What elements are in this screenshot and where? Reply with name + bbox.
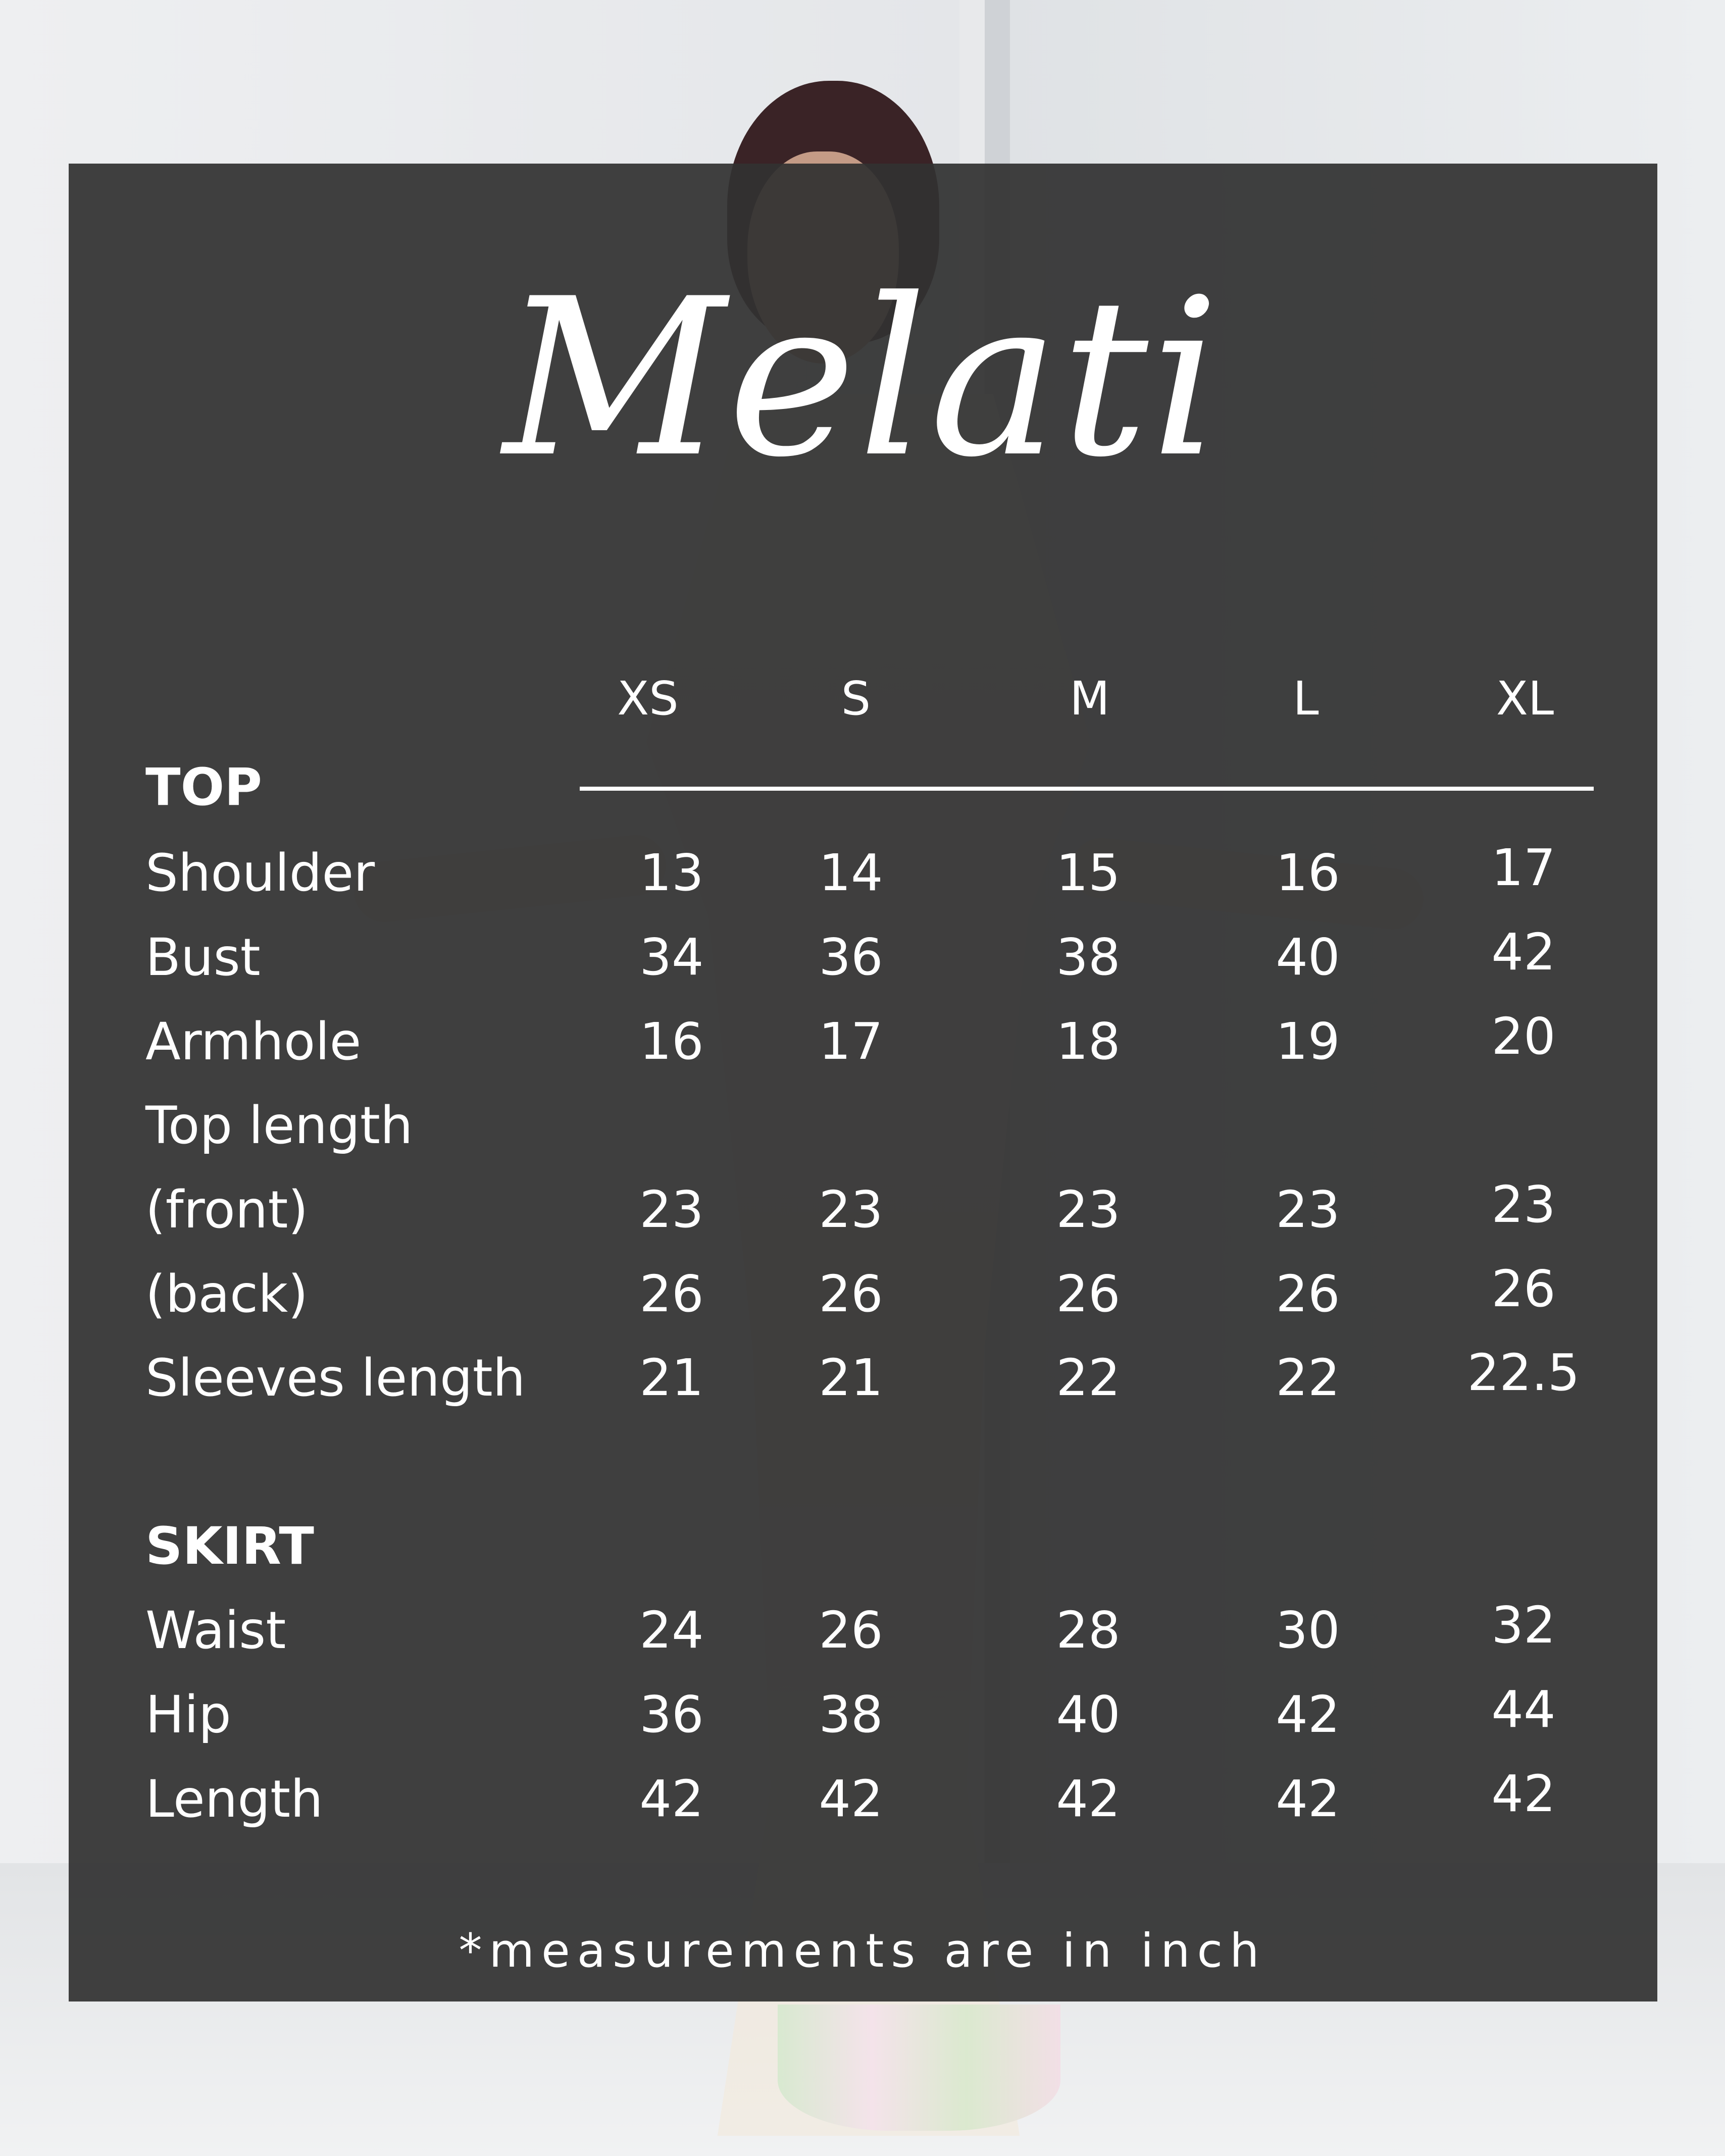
- cell-sleeves-m: 22: [1056, 1348, 1121, 1407]
- row-label-back: (back): [145, 1264, 308, 1324]
- cell-shoulder-xl: 17: [1491, 838, 1556, 897]
- cell-shoulder-m: 15: [1056, 843, 1121, 902]
- cell-hip-l: 42: [1276, 1685, 1340, 1744]
- cell-front-m: 23: [1056, 1180, 1121, 1239]
- cell-hip-xs: 36: [639, 1685, 704, 1744]
- dress-hem-floral-print: [778, 2005, 1060, 2131]
- cell-armhole-s: 17: [819, 1012, 883, 1071]
- cell-armhole-m: 18: [1056, 1012, 1121, 1071]
- cell-bust-m: 38: [1056, 928, 1121, 987]
- section-label-top: TOP: [145, 757, 263, 817]
- cell-armhole-l: 19: [1276, 1012, 1340, 1071]
- cell-length-l: 42: [1276, 1769, 1340, 1828]
- measurement-unit-note: *measurements are in inch: [459, 1924, 1266, 1978]
- cell-sleeves-xs: 21: [639, 1348, 704, 1407]
- cell-front-xl: 23: [1491, 1175, 1556, 1234]
- cell-length-xs: 42: [639, 1769, 704, 1828]
- row-label-hip: Hip: [145, 1685, 231, 1745]
- cell-back-xs: 26: [639, 1264, 704, 1323]
- row-label-length: Length: [145, 1769, 323, 1829]
- cell-waist-s: 26: [819, 1601, 883, 1660]
- row-label-waist: Waist: [145, 1601, 286, 1661]
- cell-waist-l: 30: [1276, 1601, 1340, 1660]
- product-title: Melati: [503, 252, 1222, 505]
- row-label-front: (front): [145, 1180, 309, 1240]
- cell-front-xs: 23: [639, 1180, 704, 1239]
- cell-shoulder-xs: 13: [639, 843, 704, 902]
- row-label-top-length: Top length: [145, 1096, 413, 1156]
- size-header-xl: XL: [1496, 672, 1554, 726]
- cell-length-s: 42: [819, 1769, 883, 1828]
- cell-waist-xs: 24: [639, 1601, 704, 1660]
- cell-waist-xl: 32: [1491, 1596, 1556, 1655]
- cell-back-xl: 26: [1491, 1259, 1556, 1318]
- cell-hip-s: 38: [819, 1685, 883, 1744]
- size-header-xs: XS: [617, 672, 679, 726]
- cell-sleeves-s: 21: [819, 1348, 883, 1407]
- cell-armhole-xl: 20: [1491, 1007, 1556, 1066]
- cell-back-m: 26: [1056, 1264, 1121, 1323]
- cell-bust-xl: 42: [1491, 922, 1556, 982]
- row-label-bust: Bust: [145, 928, 261, 988]
- cell-front-s: 23: [819, 1180, 883, 1239]
- size-header-m: M: [1070, 672, 1110, 726]
- cell-back-l: 26: [1276, 1264, 1340, 1323]
- cell-bust-s: 36: [819, 928, 883, 987]
- cell-length-m: 42: [1056, 1769, 1121, 1828]
- cell-shoulder-l: 16: [1276, 843, 1340, 902]
- cell-sleeves-xl: 22.5: [1467, 1343, 1580, 1402]
- size-header-s: S: [841, 672, 871, 726]
- row-label-armhole: Armhole: [145, 1012, 362, 1072]
- cell-hip-xl: 44: [1491, 1680, 1556, 1739]
- cell-armhole-xs: 16: [639, 1012, 704, 1071]
- section-label-skirt: SKIRT: [145, 1516, 314, 1576]
- cell-length-xl: 42: [1491, 1764, 1556, 1823]
- cell-back-s: 26: [819, 1264, 883, 1323]
- size-header-l: L: [1293, 672, 1319, 726]
- cell-front-l: 23: [1276, 1180, 1340, 1239]
- cell-waist-m: 28: [1056, 1601, 1121, 1660]
- row-label-sleeves-length: Sleeves length: [145, 1348, 526, 1408]
- cell-hip-m: 40: [1056, 1685, 1121, 1744]
- cell-shoulder-s: 14: [819, 843, 883, 902]
- cell-bust-xs: 34: [639, 928, 704, 987]
- row-label-shoulder: Shoulder: [145, 843, 375, 903]
- cell-bust-l: 40: [1276, 928, 1340, 987]
- header-divider: [580, 787, 1594, 791]
- cell-sleeves-l: 22: [1276, 1348, 1340, 1407]
